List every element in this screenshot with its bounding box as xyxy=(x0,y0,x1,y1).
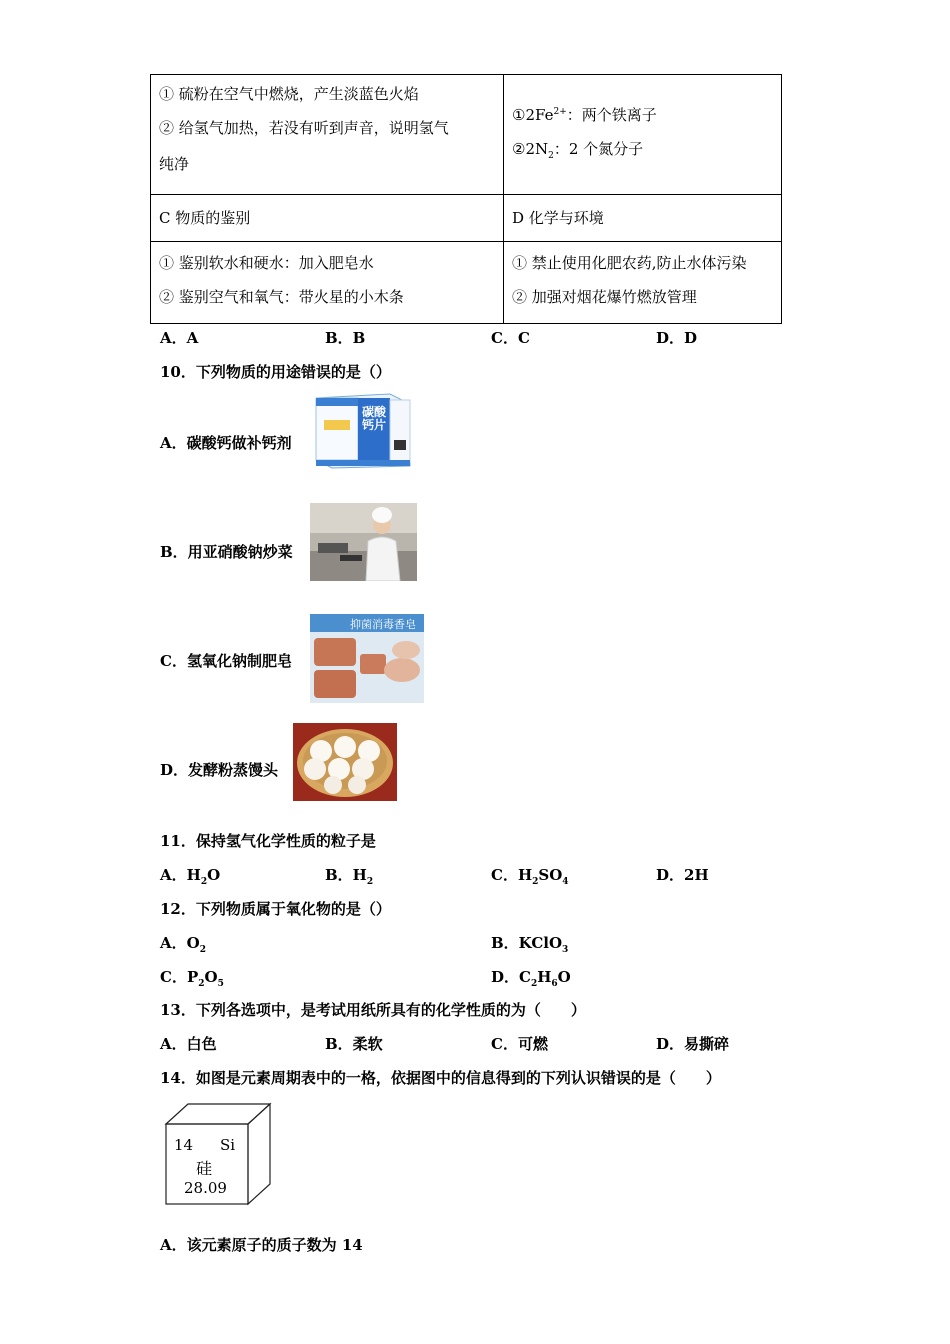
q11-b-sub: 2 xyxy=(366,877,374,887)
q11-c-sub2: 4 xyxy=(562,877,569,887)
n2-subscript: 2 xyxy=(548,151,554,161)
q11-a-tail: O xyxy=(207,866,221,884)
soap-bars-image xyxy=(310,614,424,703)
element-symbol: Si xyxy=(220,1136,236,1154)
cell-row2-right xyxy=(504,195,782,242)
q11-a-text: A．H xyxy=(160,866,201,884)
section-c-heading: C 物质的鉴别 xyxy=(159,209,251,227)
row3-left-line2: ② 鉴别空气和氧气：带火星的小木条 xyxy=(159,288,404,306)
q12-option-b[interactable] xyxy=(491,932,568,955)
q12-b-text: B．KClO xyxy=(491,934,563,952)
fe-ion-charge: 2+ xyxy=(553,107,567,117)
cell-row1-right xyxy=(504,75,782,195)
q13-option-c[interactable]: C．可燃 xyxy=(491,1035,548,1053)
row1-right-line1 xyxy=(512,95,773,132)
answer-table xyxy=(150,74,782,324)
row3-left-line1: ① 鉴别软水和硬水：加入肥皂水 xyxy=(159,254,374,272)
soap-label: 抑菌消毒香皂 xyxy=(350,618,416,631)
q11-option-d[interactable]: D．2H xyxy=(656,866,709,884)
cell-row3-left xyxy=(151,242,504,324)
q10-option-a[interactable]: A．碳酸钙做补钙剂 xyxy=(160,434,292,452)
q13-option-a[interactable]: A．白色 xyxy=(160,1035,217,1053)
q10-option-c[interactable]: C．氢氧化钠制肥皂 xyxy=(160,652,292,670)
q11-c-mid: SO xyxy=(538,866,563,884)
q12-option-a[interactable] xyxy=(160,932,206,955)
q14-stem: 14．如图是元素周期表中的一格，依据图中的信息得到的下列认识错误的是（ ） xyxy=(160,1069,721,1087)
q12-c-text: C．P xyxy=(160,968,199,986)
q12-d-tail: O xyxy=(557,968,571,986)
cell-row2-left xyxy=(151,195,504,242)
q11-option-b[interactable] xyxy=(325,864,373,887)
q11-c-sub1: 2 xyxy=(532,877,539,887)
q9-option-b[interactable]: B．B xyxy=(325,329,366,347)
q10-option-d[interactable]: D．发酵粉蒸馒头 xyxy=(160,761,279,779)
q10-option-b[interactable]: B．用亚硝酸钠炒菜 xyxy=(160,543,293,561)
q11-b-text: B．H xyxy=(325,866,367,884)
q9-option-d[interactable]: D．D xyxy=(656,329,698,347)
q11-stem: 11．保持氢气化学性质的粒子是 xyxy=(160,832,376,850)
q13-option-b[interactable]: B．柔软 xyxy=(325,1035,383,1053)
atomic-mass: 28.09 xyxy=(184,1179,227,1197)
steamed-buns-image xyxy=(293,723,397,801)
cell-row1-left xyxy=(151,75,504,195)
q10-stem: 10．下列物质的用途错误的是（） xyxy=(160,363,391,381)
calcium-tablet-package-image xyxy=(310,392,412,470)
q13-stem: 13．下列各选项中，是考试用纸所具有的化学性质的为（ ） xyxy=(160,1001,586,1019)
q13-option-d[interactable]: D．易撕碎 xyxy=(656,1035,730,1053)
q11-option-a[interactable] xyxy=(160,864,220,887)
row1-left-line3: 纯净 xyxy=(159,155,190,173)
n2-formula: ②2N xyxy=(512,140,549,158)
q12-d-text: D．C xyxy=(491,968,531,986)
q12-c-mid: O xyxy=(204,968,218,986)
fe-ion-meaning: ：两个铁离子 xyxy=(566,106,657,124)
section-d-heading: D 化学与环境 xyxy=(512,209,604,227)
q12-stem: 12．下列物质属于氧化物的是（） xyxy=(160,900,391,918)
q14-option-a[interactable]: A．该元素原子的质子数为 14 xyxy=(160,1236,363,1254)
q11-a-sub: 2 xyxy=(200,877,208,887)
q9-option-c[interactable]: C．C xyxy=(491,329,530,347)
q12-d-sub2: 6 xyxy=(551,979,558,989)
element-name: 硅 xyxy=(196,1159,213,1178)
q12-option-c[interactable] xyxy=(160,966,224,989)
row3-right-line2: ② 加强对烟花爆竹燃放管理 xyxy=(512,288,697,306)
q12-d-sub1: 2 xyxy=(530,979,538,989)
q11-option-c[interactable] xyxy=(491,864,569,887)
q12-c-sub2: 5 xyxy=(217,979,224,989)
fe-ion-formula: ①2Fe xyxy=(512,106,554,124)
row1-left-line1: ① 硫粉在空气中燃烧，产生淡蓝色火焰 xyxy=(159,85,419,103)
q12-option-d[interactable] xyxy=(491,966,571,989)
q12-a-sub: 2 xyxy=(199,945,206,955)
row1-left-line2: ② 给氢气加热，若没有听到声音，说明氢气 xyxy=(159,119,449,137)
q12-d-mid: H xyxy=(537,968,552,986)
q12-a-text: A．O xyxy=(160,934,200,952)
q11-c-text: C．H xyxy=(491,866,533,884)
q12-c-sub1: 2 xyxy=(198,979,205,989)
q9-option-a[interactable]: A．A xyxy=(160,329,199,347)
cell-row3-right xyxy=(504,242,782,324)
n2-meaning: ：2 个氮分子 xyxy=(553,140,644,158)
row3-right-line1: ① 禁止使用化肥农药,防止水体污染 xyxy=(512,254,747,272)
atomic-number: 14 xyxy=(174,1136,194,1154)
periodic-table-cell xyxy=(164,1102,274,1206)
package-label: 碳酸钙片 xyxy=(361,405,386,432)
row1-right-line2 xyxy=(512,132,773,173)
q12-b-sub: 3 xyxy=(562,945,569,955)
chef-cooking-image xyxy=(310,503,417,581)
